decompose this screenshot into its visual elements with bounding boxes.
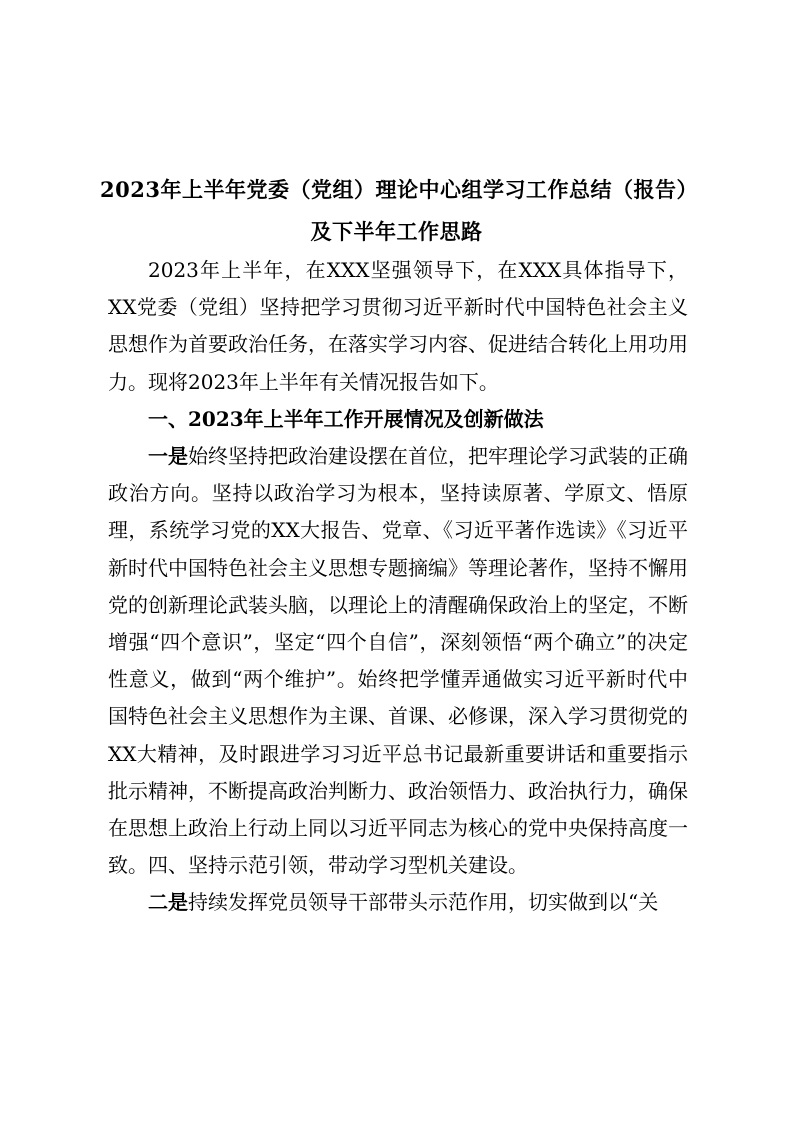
paragraph-1 [108,438,688,884]
document-title-line-2: 及下半年工作思路 [310,219,483,244]
section-1-heading: 一、2023年上半年工作开展情况及创新做法 [148,406,544,431]
paragraph-2 [108,884,688,921]
intro-paragraph: 2023年上半年，在XXX坚强领导下，在XXX具体指导下，XX党委（党组）坚持把学习贯彻习近平新时代中国特色社会主义思想作为首要政治任务，在落实学习内容、促进结合转化上用功用力。现将2023年上半年有关情况报告如下。 [108,258,688,394]
document-body [108,252,688,922]
paragraph-2-text: 持续发挥党员领导干部带头示范作用，切实做到以“关 [188,890,659,915]
paragraph-2-lead: 二是 [148,890,188,915]
document-title-line-1: 2023年上半年党委（党组）理论中心组学习工作总结（报告） [100,177,698,202]
paragraph-1-lead: 一是 [148,444,188,469]
paragraph-1-text: 始终坚持把政治建设摆在首位，把牢理论学习武装的正确政治方向。坚持以政治学习为根本，坚持读原著、学原文、悟原理，系统学习党的XX大报告、党章、《习近平著作选读》《习近平新时代中国特色社会主义思想专题摘编》等理论著作，坚持不懈用党的创新理论武装头脑，以理论上的清醒确保政治上的坚定，不断增强“四个意识”，坚定“四个自信”，深刻领悟“两个确立”的决定性意义，做到“两个维护”。始终把学懂弄通做实习近平新时代中国特色社会主义思想作为主课、首课、必修课，深入学习贯彻党的XX大精神，及时跟进学习习近平总书记最新重要讲话和重要指示批示精神，不断提高政治判断力、政治领悟力、政治执行力，确保在思想上政治上行动上同以习近平同志为核心的党中央保持高度一致。四、坚持示范引领，带动学习型机关建设。 [108,444,688,878]
